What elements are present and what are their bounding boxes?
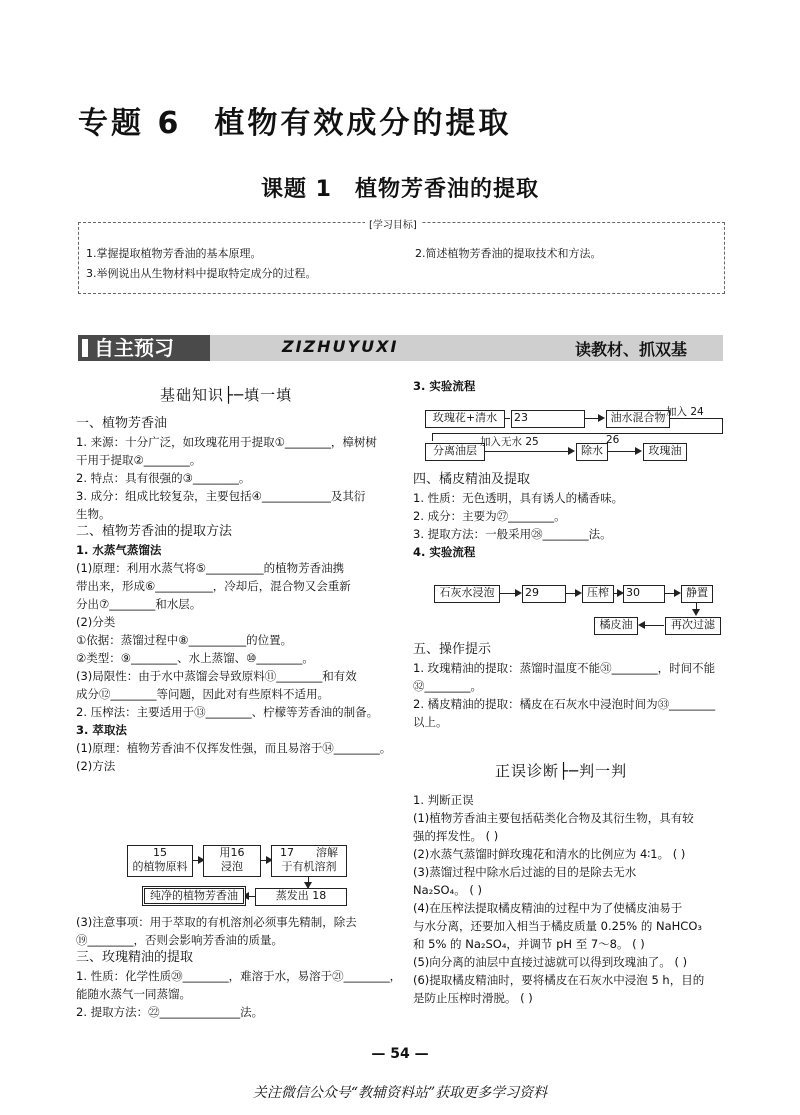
page-number: — 54 — — [371, 1046, 429, 1062]
text-line: (3)注意事项：用于萃取的有机溶剂必须事先精制，除去 — [76, 915, 357, 929]
goal-item: 1.掌握提取植物芳香油的基本原理。 — [86, 247, 262, 260]
text-line: 三、玫瑰精油的提取 — [76, 950, 194, 965]
footer-note: 关注微信公众号“教辅资料站”获取更多学习资料 — [252, 1085, 548, 1101]
flow-box-lime-soak: 石灰水浸泡 — [434, 585, 500, 603]
flow-box-29: 29 — [522, 585, 566, 603]
text-line: (5)向分离的油层中直接过滤就可以得到玫瑰油了。 ( ) — [413, 955, 688, 969]
left-column-text — [76, 415, 391, 775]
flow-label-add25: 加入无水 25 — [480, 436, 539, 448]
right-column-text-2 — [413, 641, 715, 731]
goal-item: 2.简述植物芳香油的提取技术和方法。 — [415, 247, 602, 260]
text-line: (1)植物芳香油主要包括萜类化合物及其衍生物，具有较 — [413, 811, 694, 825]
text-line: 1. 水蒸气蒸馏法 — [76, 543, 162, 557]
text-line: 1. 来源：十分广泛，如玫瑰花用于提取①________，樟树树 — [76, 435, 377, 449]
text-line: 3. 成分：组成比较复杂，主要包括④____________及其衍 — [76, 489, 366, 503]
flow-box-still: 静置 — [681, 585, 713, 603]
text-line: 生物。 — [76, 507, 111, 521]
flow-box-dissolve: 17 溶解 于有机溶剂 — [271, 845, 347, 877]
text-line: 干用于提取②________。 — [76, 453, 202, 467]
page-title: 专题 6 植物有效成分的提取 — [78, 106, 512, 141]
text-line: 1. 判断正误 — [413, 793, 474, 807]
flow-box-23: 23 — [511, 410, 585, 428]
judge-questions — [413, 791, 704, 1007]
learning-goals-tag: [学习目标] — [365, 216, 421, 231]
section-heading-judge: 正误诊断├─判一判 — [495, 762, 628, 780]
text-line: (2)分类 — [76, 615, 116, 629]
right-column-text — [413, 471, 623, 561]
text-line: 带出来，形成⑥__________，冷却后，混合物又会重新 — [76, 579, 351, 593]
flow-box-raw: 15 的植物原料 — [127, 845, 193, 877]
text-line: ②类型：⑨________、水上蒸馏、⑩________。 — [76, 651, 314, 665]
text-line: 成分⑫________等问题，因此对有些原料不适用。 — [76, 687, 329, 701]
text-line: 2. 提取方法：㉒______________法。 — [76, 1005, 264, 1019]
text-line: 五、操作提示 — [413, 642, 492, 657]
text-line: 是防止压榨时滑脱。 ( ) — [413, 991, 533, 1005]
goal-item: 3.举例说出从生物材料中提取特定成分的过程。 — [86, 267, 317, 280]
flow-box-separate-oil: 分离油层 — [425, 443, 485, 461]
text-line: 2. 特点：具有很强的③________。 — [76, 471, 251, 485]
flow-box-refilter: 再次过滤 — [665, 617, 721, 635]
flow-label-add24: 加入 24 — [666, 406, 704, 418]
text-line: 一、植物芳香油 — [76, 416, 168, 431]
rose-flow-heading: 3. 实验流程 — [413, 379, 476, 393]
flow-box-final-oil: 纯净的植物芳香油 — [142, 886, 246, 906]
text-line: ㉜________。 — [413, 679, 482, 693]
text-line: 以上。 — [413, 715, 448, 729]
band-pinyin: ZIZHUYUXI — [282, 337, 399, 356]
flow-box-soak: 用16 浸泡 — [203, 845, 261, 877]
flow-box-rose-water: 玫瑰花+清水 — [425, 410, 505, 428]
flow-box-remove-water: 除水 — [576, 443, 608, 461]
flow-label-26: 26 — [606, 434, 620, 446]
section-heading-basic: 基础知识├─填一填 — [160, 386, 293, 404]
text-line: 四、橘皮精油及提取 — [413, 472, 531, 487]
flow-box-evaporate: 蒸发出 18 — [255, 888, 347, 906]
lesson-title: 课题 1 植物芳香油的提取 — [261, 177, 539, 202]
text-line: 1. 性质：无色透明，具有诱人的橘香味。 — [413, 491, 624, 505]
band-slogan: 读教材、抓双基 — [575, 340, 688, 359]
left-column-text-2 — [76, 913, 401, 1021]
flow-box-orange-oil: 橘皮油 — [594, 617, 638, 635]
text-line: (2)水蒸气蒸馏时鲜玫瑰花和清水的比例应为 4∶1。 ( ) — [413, 847, 686, 861]
text-line: (2)方法 — [76, 759, 116, 773]
text-line: ①依据：蒸馏过程中⑧__________的位置。 — [76, 633, 293, 647]
text-line: 分出⑦________和水层。 — [76, 597, 202, 611]
text-line: (4)在压榨法提取橘皮精油的过程中为了使橘皮油易于 — [413, 901, 683, 915]
text-line: 与水分离，还要加入相当于橘皮质量 0.25% 的 NaHCO₃ — [413, 919, 702, 933]
text-line: ⑲________，否则会影响芳香油的质量。 — [76, 933, 283, 947]
band-label: 自主预习 — [78, 335, 210, 361]
text-line: 1. 玫瑰精油的提取：蒸馏时温度不能㉛________，时间不能 — [413, 661, 716, 675]
text-line: (1)原理：植物芳香油不仅挥发性强，而且易溶于⑭________。 — [76, 741, 392, 755]
text-line: 能随水蒸气一同蒸馏。 — [76, 987, 191, 1001]
text-line: 2. 压榨法：主要适用于⑬________、柠檬等芳香油的制备。 — [76, 705, 379, 719]
text-line: 4. 实验流程 — [413, 545, 476, 559]
flow-box-oil-water-mix: 油水混合物 — [606, 410, 670, 428]
flow-box-press: 压榨 — [582, 585, 614, 603]
text-line: 和 5% 的 Na₂SO₄，并调节 pH 至 7～8。 ( ) — [413, 937, 645, 951]
text-line: 3. 萃取法 — [76, 723, 127, 737]
flow-box-rose-oil: 玫瑰油 — [643, 443, 687, 461]
text-line: (3)蒸馏过程中除水后过滤的目的是除去无水 — [413, 865, 637, 879]
flow-box-30: 30 — [623, 585, 665, 603]
text-line: 2. 成分：主要为㉗________。 — [413, 509, 566, 523]
text-line: 3. 提取方法：一般采用㉘________法。 — [413, 527, 612, 541]
text-line: 2. 橘皮精油的提取：橘皮在石灰水中浸泡时间为㉝________ — [413, 697, 716, 711]
text-line: (3)局限性：由于水中蒸馏会导致原料⑪________和有效 — [76, 669, 357, 683]
text-line: Na₂SO₄。 ( ) — [413, 883, 483, 897]
text-line: 二、植物芳香油的提取方法 — [76, 524, 233, 539]
text-line: 1. 性质：化学性质⑳________，难溶于水，易溶于㉑________， — [76, 969, 402, 983]
text-line: (1)原理：利用水蒸气将⑤__________的植物芳香油携 — [76, 561, 345, 575]
text-line: 强的挥发性。 ( ) — [413, 829, 499, 843]
text-line: (6)提取橘皮精油时，要将橘皮在石灰水中浸泡 5 h，目的 — [413, 973, 705, 987]
